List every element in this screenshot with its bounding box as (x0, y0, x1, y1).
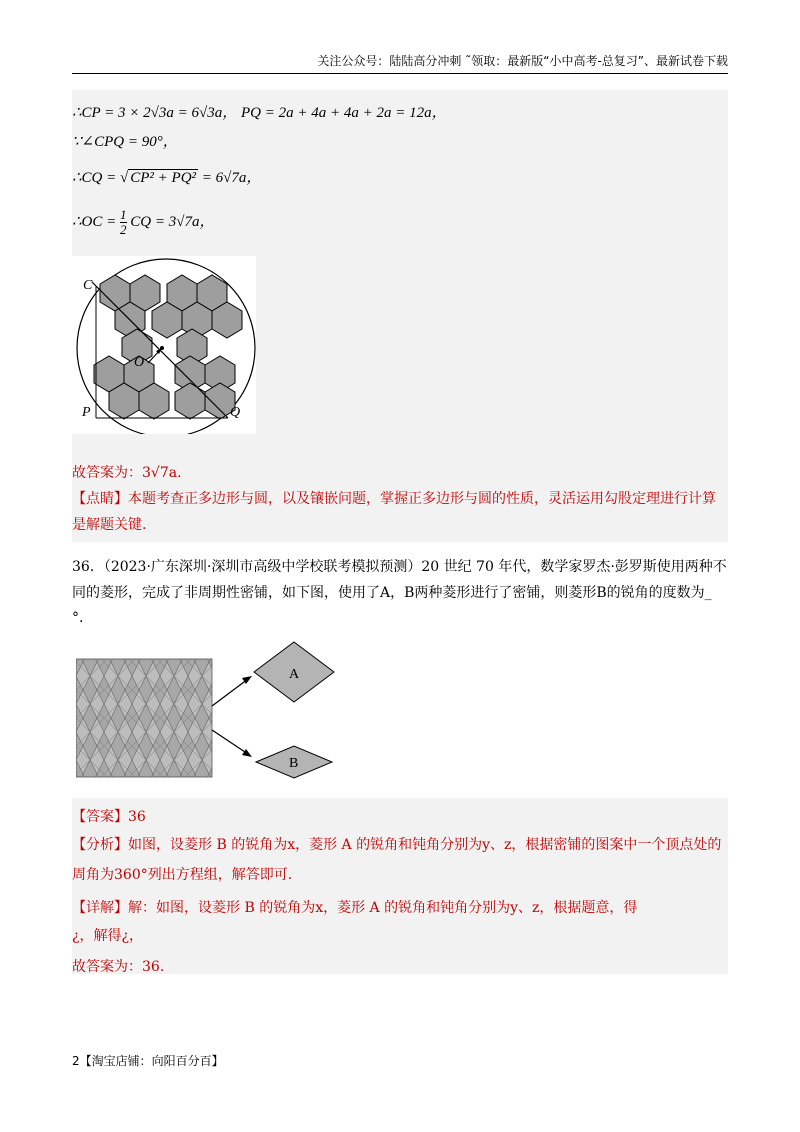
answer-35: 故答案为：3√7a. (72, 465, 182, 481)
radicand: CP² + PQ² (130, 170, 197, 186)
q36-stem-line-3: °. (72, 610, 84, 626)
rhombus-b-label: B (289, 756, 299, 771)
answer-36: 【答案】36 (72, 809, 146, 825)
detail-36-line-2: ¿，解得¿， (72, 928, 144, 944)
analysis-36-line-1: 【分析】如图，设菱形 B 的锐角为x，菱形 A 的锐角和钝角分别为y、z，根据密铺的图案中一个顶点处的 (72, 837, 722, 853)
q36-stem-line-2: 同的菱形，完成了非周期性密铺，如下图，使用了A，B两种菱形进行了密铺，则菱形B的锐角的度数为_ (72, 585, 712, 601)
label-o: O (134, 355, 145, 370)
comment-35: 【点睛】本题考查正多边形与圆，以及镶嵌问题，掌握正多边形与圆的性质，灵活运用勾股定理进行计算是解题关键. (72, 491, 716, 533)
fraction-half (120, 208, 127, 237)
page-header: 关注公众号：陆陆高分冲刺 ˜领取：最新版“小中高考-总复习”、最新试卷下载 (317, 54, 728, 68)
fraction-denominator: 2 (120, 222, 127, 237)
radical-sign: √ (120, 170, 129, 186)
solution-line-3 (72, 166, 261, 187)
rhombus-a-label: A (289, 667, 300, 682)
solution-line-4 (72, 208, 214, 237)
header-rule (72, 73, 728, 74)
hexagon-circle-figure (72, 256, 256, 434)
solution-block-36 (72, 798, 728, 974)
solution-line-1: ∴CP = 3 × 2√3a = 6√3a， PQ = 2a + 4a + 4a + 2a = 12a， (72, 105, 447, 121)
penrose-tiling-figure (76, 634, 366, 780)
oc-suffix: CQ = 3√7a， (130, 213, 215, 230)
q36-stem-line-1: 36．（2023·广东深圳·深圳市高级中学校联考模拟预测）20 世纪 70 年代，数学家罗杰·彭罗斯使用两种不 (72, 559, 727, 575)
tiling-swatch (76, 659, 212, 777)
label-c: C (83, 278, 93, 293)
cq-prefix: ∴CQ = (72, 170, 117, 186)
label-p: P (82, 405, 91, 420)
analysis-36-line-2: 周角为360°列出方程组，解答即可. (72, 867, 293, 883)
page-footer: 2【淘宝店铺：向阳百分百】 (72, 1054, 224, 1068)
cq-suffix: = 6√7a， (201, 170, 262, 186)
oc-prefix: ∴OC = (72, 213, 117, 230)
solution-line-2: ∵∠CPQ = 90°， (72, 134, 178, 150)
label-q: Q (230, 405, 241, 420)
detail-36-line-1: 【详解】解：如图，设菱形 B 的锐角为x，菱形 A 的锐角和钝角分别为y、z，根据题意，得 (72, 900, 638, 916)
fraction-numerator: 1 (120, 207, 127, 222)
final-36: 故答案为：36. (72, 959, 165, 975)
